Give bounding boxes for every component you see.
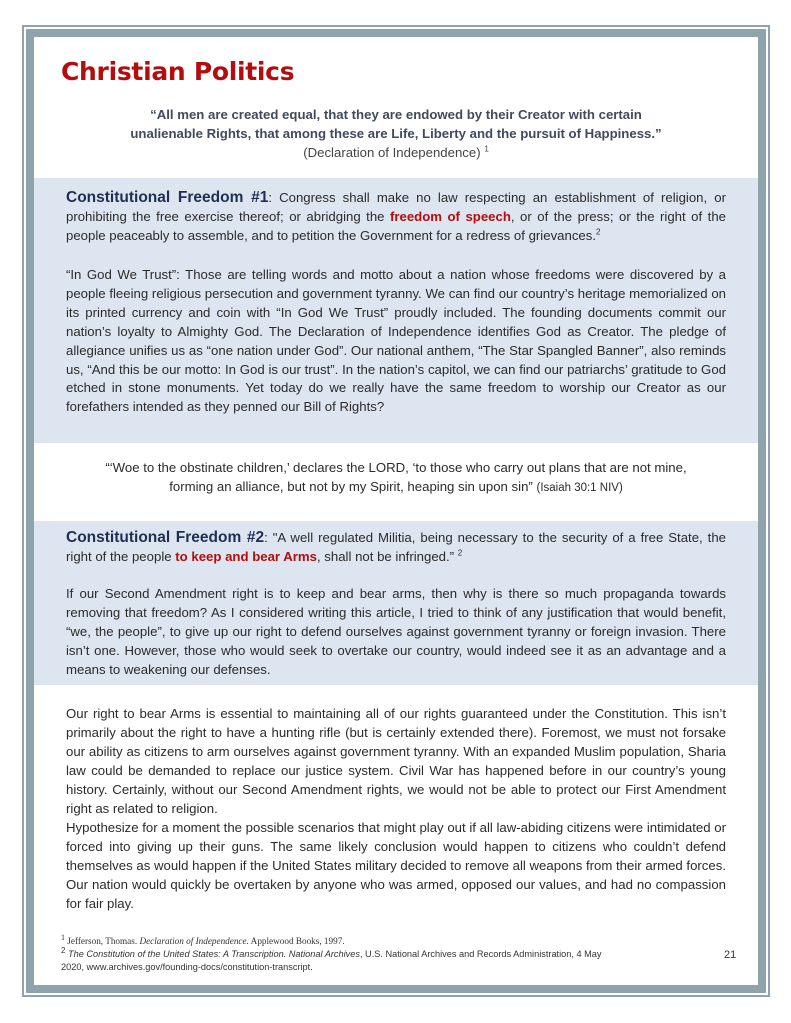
- freedom-2-paragraph: If our Second Amendment right is to keep and bear arms, then why is there so much propaganda towards removing that freedom? As I considered writing this article, I tried to think of any justification that would benefit, “we, the people”, to give up our right to defend ourselves against government tyranny or foreign invasion. There isn’t one. However, those who would seek to overtake our country, would indeed see it as an advantage and a means to weakening our defenses.: [66, 586, 726, 677]
- footnote-2-title: The Constitution of the United States: A Transcription. National Archives: [68, 949, 360, 959]
- isaiah-reference: (Isaiah 30:1 NIV): [536, 482, 623, 494]
- isaiah-line-2: forming an alliance, but not by my Spirit, heaping sin upon sin”: [169, 479, 533, 494]
- isaiah-line-2-wrap: [34, 477, 758, 498]
- footnote-2: [61, 945, 621, 974]
- freedom-1-text-after: , or of the press; or the right of the people peaceably to assemble, and to petition the Government for a redress of grievances.: [66, 208, 726, 243]
- isaiah-line-1: “‘Woe to the obstinate children,’ declares the LORD, ‘to those who carry out plans that are not mine,: [105, 460, 687, 475]
- isaiah-quote: [34, 458, 758, 498]
- footnote-number: 1: [61, 932, 65, 942]
- epigraph-source: [34, 143, 758, 162]
- footnote-1-author: Jefferson, Thomas.: [67, 936, 140, 946]
- footnote-1-rest: Applewood Books, 1997.: [248, 936, 345, 946]
- footnote-number: 2: [61, 945, 66, 955]
- freedom-2-amendment-text: [66, 529, 726, 567]
- freedom-2-highlight: to keep and bear Arms: [175, 548, 317, 564]
- freedom-1-text-before: : Congress shall make no law respecting an establishment of religion, or prohibiting the free exercise thereof; or abridging the: [66, 190, 726, 224]
- footnote-ref: 2: [596, 227, 601, 237]
- body-paragraph-1: Our right to bear Arms is essential to maintaining all of our rights guaranteed under the Constitution. This isn’t primarily about the right to have a hunting rifle (but is certainly extended there). Foremost, we must not forsake our ability as citizens to arm ourselves against government tyranny. With an expanded Muslim population, Sharia law could be demanded to replace our justice system. Civil War has happened before in our country’s young history. Certainly, without our Second Amendment rights, we would not be able to protect our First Amendment right as related to religion.: [66, 706, 726, 816]
- epigraph-line-2: unalienable Rights, that among these are Life, Liberty and the pursuit of Happiness.”: [130, 126, 662, 141]
- section-constitutional-freedom-1: [34, 178, 758, 443]
- epigraph-source-text: (Declaration of Independence): [303, 145, 481, 160]
- freedom-2-heading: Constitutional Freedom #2: [66, 529, 265, 546]
- freedom-1-amendment-text: [66, 189, 726, 246]
- body-paragraph-2: Hypothesize for a moment the possible scenarios that might play out if all law-abiding citizens were intimidated or forced into giving up their guns. The same likely conclusion would happen to citizens who couldn’t defend themselves as would happen if the United States military decided to remove all weapons from their armed forces. Our nation would quickly be overtaken by anyone who was armed, opposed our values, and had no compassion for fair play.: [66, 820, 726, 911]
- section-constitutional-freedom-2: [34, 521, 758, 685]
- page-number: 21: [724, 949, 737, 961]
- freedom-1-paragraph: “In God We Trust”: Those are telling words and motto about a nation whose freedoms were discovered by a people fleeing religious persecution and government tyranny. We can find our country’s heritage memorialized on its printed currency and coin with “In God We Trust” proudly included. The founding documents commit our nation’s loyalty to Almighty God. The Declaration of Independence identifies God as Creator. The pledge of allegiance unifies us as “one nation under God”. Our national anthem, “The Star Spangled Banner”, also reminds us, “And this be our motto: In God is our trust”. In the nation’s capitol, we can find our patriarchs’ gratitude to God etched in stone monuments. Yet today do we really have the same freedom to worship our Creator as our forefathers intended as they penned our Bill of Rights?: [66, 267, 726, 415]
- footnote-1-title: Declaration of Independence.: [139, 936, 249, 946]
- epigraph-quote: [34, 105, 758, 162]
- footnotes: [61, 932, 621, 974]
- footnote-ref: 1: [484, 144, 489, 154]
- freedom-1-heading: Constitutional Freedom #1: [66, 189, 269, 206]
- freedom-1-highlight: freedom of speech: [389, 208, 511, 224]
- footnote-1: [61, 932, 621, 948]
- footnote-ref: 2: [457, 548, 463, 558]
- document-page: [34, 37, 758, 985]
- freedom-2-text-after: , shall not be infringed.”: [316, 548, 455, 564]
- freedom-2-text-before: : "A well regulated Militia, being necessary to the security of a free State, the right of the people: [66, 530, 727, 564]
- page-title: Christian Politics: [61, 57, 295, 86]
- footnote-2-rest: , U.S. National Archives and Records Administration, 4 May 2020, www.archives.gov/founding-docs/constitution-transcript.: [61, 949, 602, 972]
- epigraph-line-1: “All men are created equal, that they are endowed by their Creator with certain: [150, 107, 642, 122]
